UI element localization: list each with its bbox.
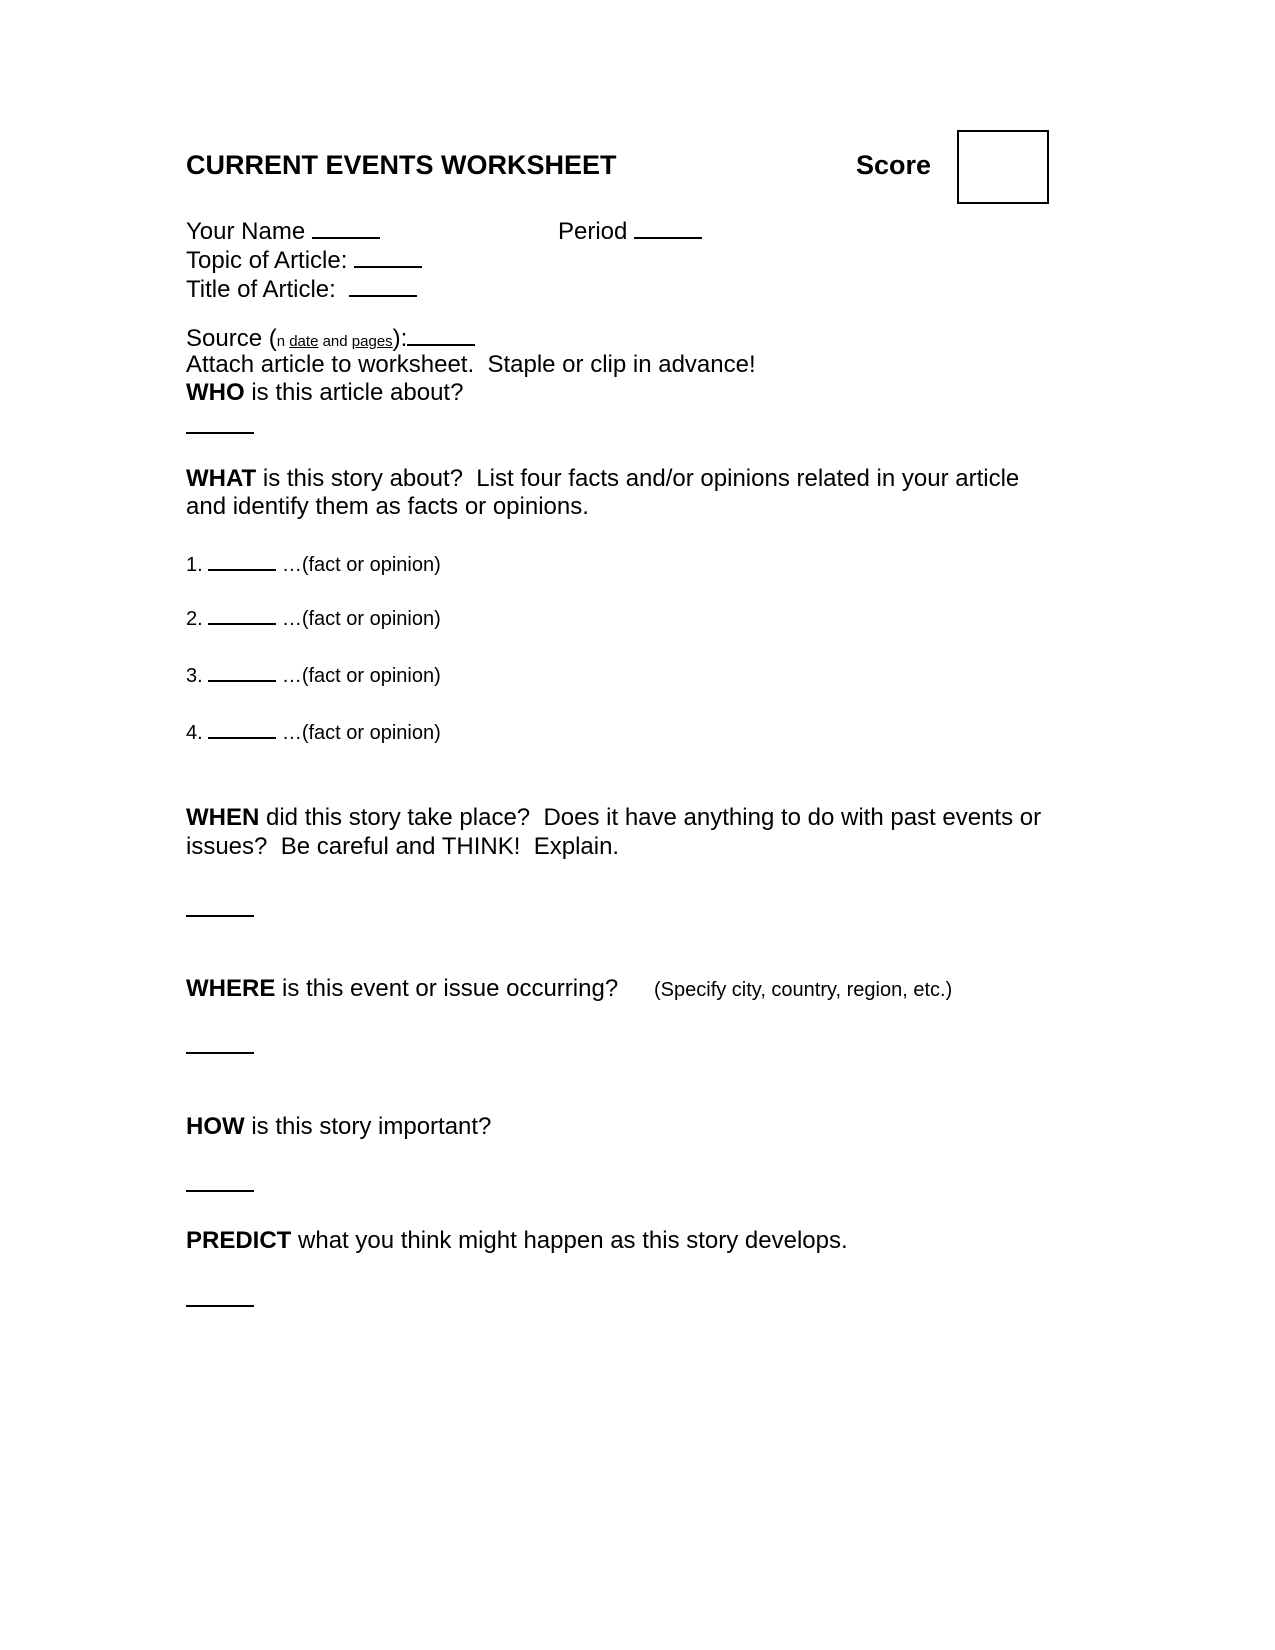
when-answer-blank[interactable] bbox=[186, 915, 254, 917]
source-and: and bbox=[318, 333, 352, 350]
what-question-line2: and identify them as facts or opinions. bbox=[186, 493, 589, 520]
what-question bbox=[186, 467, 1019, 491]
article-title-field bbox=[186, 275, 417, 302]
predict-answer-blank[interactable] bbox=[186, 1305, 254, 1307]
fact-item-4 bbox=[186, 721, 441, 743]
when-key: WHEN bbox=[186, 804, 260, 831]
where-question bbox=[186, 977, 618, 1001]
how-answer-blank[interactable] bbox=[186, 1190, 254, 1192]
how-key: HOW bbox=[186, 1113, 245, 1140]
fact-num: 2. bbox=[186, 608, 203, 630]
source-pages: pages bbox=[351, 333, 393, 350]
fact-num: 3. bbox=[186, 665, 203, 687]
period-field bbox=[558, 217, 702, 244]
your-name-blank[interactable] bbox=[312, 217, 380, 239]
score-box[interactable] bbox=[957, 130, 1049, 204]
topic-label: Topic of Article: bbox=[186, 247, 348, 274]
when-question-line2: issues? Be careful and THINK! Explain. bbox=[186, 833, 620, 860]
what-key: WHAT bbox=[186, 465, 257, 492]
fact-item-2 bbox=[186, 607, 441, 629]
fact-item-3 bbox=[186, 664, 441, 686]
fact-blank[interactable] bbox=[208, 721, 276, 739]
fact-blank[interactable] bbox=[208, 607, 276, 625]
who-question bbox=[186, 381, 463, 405]
attach-instruction: Attach article to worksheet. Staple or clip in advance! bbox=[186, 351, 756, 378]
fact-suffix: …(fact or opinion) bbox=[281, 608, 441, 630]
source-field bbox=[186, 324, 475, 351]
fact-num: 4. bbox=[186, 722, 203, 744]
how-question bbox=[186, 1115, 491, 1139]
source-label: Source ( bbox=[186, 325, 277, 352]
fact-suffix: …(fact or opinion) bbox=[281, 722, 441, 744]
where-answer-blank[interactable] bbox=[186, 1052, 254, 1054]
fact-blank[interactable] bbox=[208, 664, 276, 682]
topic-blank[interactable] bbox=[354, 246, 422, 268]
who-text: is this article about? bbox=[244, 379, 464, 406]
where-text: is this event or issue occurring? bbox=[275, 975, 619, 1002]
fact-suffix: …(fact or opinion) bbox=[281, 554, 441, 576]
predict-key: PREDICT bbox=[186, 1227, 292, 1254]
score-label: Score bbox=[856, 150, 932, 180]
fact-blank[interactable] bbox=[208, 553, 276, 571]
predict-question bbox=[186, 1229, 848, 1253]
where-note: (Specify city, country, region, etc.) bbox=[654, 979, 953, 1001]
when-question bbox=[186, 806, 1041, 830]
fact-num: 1. bbox=[186, 554, 203, 576]
article-title-blank[interactable] bbox=[349, 275, 417, 297]
source-date: date bbox=[289, 333, 319, 350]
fact-suffix: …(fact or opinion) bbox=[281, 665, 441, 687]
source-blank[interactable] bbox=[407, 324, 475, 346]
when-text-1: did this story take place? Does it have anything to do with past events or bbox=[259, 804, 1042, 831]
topic-field bbox=[186, 246, 422, 273]
source-close: ): bbox=[392, 325, 408, 352]
source-n: n bbox=[276, 333, 290, 350]
your-name-label: Your Name bbox=[186, 218, 306, 245]
how-text: is this story important? bbox=[244, 1113, 492, 1140]
who-key: WHO bbox=[186, 379, 245, 406]
your-name-field bbox=[186, 217, 380, 244]
predict-text: what you think might happen as this story develops. bbox=[291, 1227, 848, 1254]
what-text-1: is this story about? List four facts and/or opinions related in your article bbox=[256, 465, 1020, 492]
fact-item-1 bbox=[186, 553, 441, 575]
where-key: WHERE bbox=[186, 975, 276, 1002]
period-blank[interactable] bbox=[634, 217, 702, 239]
who-answer-blank[interactable] bbox=[186, 432, 254, 434]
page-title: CURRENT EVENTS WORKSHEET bbox=[186, 150, 617, 180]
period-label: Period bbox=[558, 218, 628, 245]
article-title-label: Title of Article: bbox=[186, 276, 336, 303]
